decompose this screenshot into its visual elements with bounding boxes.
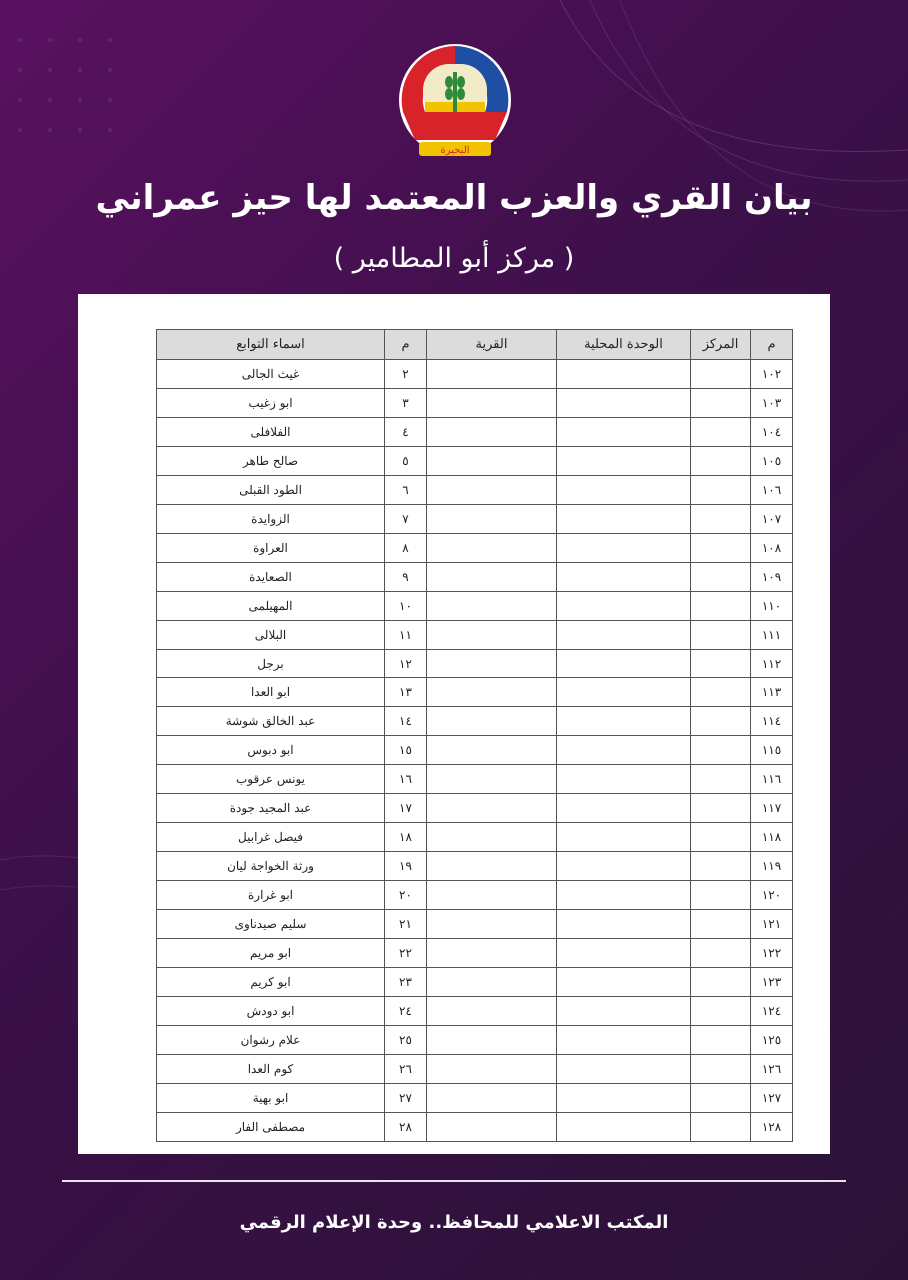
dependent-name-cell: عبد الخالق شوشة: [157, 707, 385, 736]
village-cell: [427, 707, 557, 736]
markaz-cell: [691, 1112, 751, 1141]
local-unit-cell: [557, 620, 691, 649]
table-row: [157, 446, 793, 475]
sub-serial-cell: ١٧: [385, 794, 427, 823]
markaz-cell: [691, 417, 751, 446]
local-unit-cell: [557, 649, 691, 678]
markaz-cell: [691, 910, 751, 939]
sub-serial-cell: ٢٧: [385, 1083, 427, 1112]
serial-cell: ١٢٤: [751, 996, 793, 1025]
table-row: [157, 996, 793, 1025]
markaz-cell: [691, 649, 751, 678]
serial-cell: ١٢٣: [751, 968, 793, 997]
village-cell: [427, 968, 557, 997]
markaz-cell: [691, 939, 751, 968]
sub-serial-cell: ٢٣: [385, 968, 427, 997]
dependent-name-cell: المهيلمى: [157, 591, 385, 620]
serial-cell: ١١١: [751, 620, 793, 649]
table-row: [157, 765, 793, 794]
sub-serial-cell: ٢٢: [385, 939, 427, 968]
serial-cell: ١٠٢: [751, 360, 793, 389]
local-unit-cell: [557, 360, 691, 389]
dependent-name-cell: فيصل غرابيل: [157, 823, 385, 852]
local-unit-cell: [557, 823, 691, 852]
markaz-cell: [691, 823, 751, 852]
logo-caption: البحيرة: [440, 145, 470, 156]
table-row: [157, 910, 793, 939]
sub-serial-cell: ١٩: [385, 852, 427, 881]
village-cell: [427, 794, 557, 823]
village-cell: [427, 417, 557, 446]
markaz-cell: [691, 736, 751, 765]
local-unit-cell: [557, 475, 691, 504]
table-row: [157, 678, 793, 707]
dependent-name-cell: علام رشوان: [157, 1025, 385, 1054]
local-unit-cell: [557, 562, 691, 591]
village-cell: [427, 475, 557, 504]
table-row: [157, 823, 793, 852]
dependent-name-cell: الزوايدة: [157, 504, 385, 533]
village-cell: [427, 620, 557, 649]
serial-cell: ١٠٤: [751, 417, 793, 446]
local-unit-cell: [557, 852, 691, 881]
sub-serial-cell: ٢٥: [385, 1025, 427, 1054]
table-row: [157, 562, 793, 591]
local-unit-cell: [557, 504, 691, 533]
village-cell: [427, 562, 557, 591]
serial-cell: ١٠٧: [751, 504, 793, 533]
table-row: [157, 388, 793, 417]
page-title: بيان القري والعزب المعتمد لها حيز عمراني: [95, 178, 813, 218]
sub-serial-cell: ١٦: [385, 765, 427, 794]
sub-serial-cell: ١٤: [385, 707, 427, 736]
local-unit-cell: [557, 910, 691, 939]
serial-cell: ١٢١: [751, 910, 793, 939]
local-unit-cell: [557, 707, 691, 736]
village-cell: [427, 360, 557, 389]
table-row: [157, 881, 793, 910]
table-row: [157, 736, 793, 765]
dependent-name-cell: ابو العدا: [157, 678, 385, 707]
local-unit-cell: [557, 736, 691, 765]
markaz-cell: [691, 794, 751, 823]
markaz-cell: [691, 852, 751, 881]
village-cell: [427, 678, 557, 707]
serial-cell: ١١٩: [751, 852, 793, 881]
village-cell: [427, 1054, 557, 1083]
local-unit-cell: [557, 533, 691, 562]
table-row: [157, 707, 793, 736]
village-cell: [427, 1112, 557, 1141]
table-row: [157, 649, 793, 678]
dependent-name-cell: يونس عرقوب: [157, 765, 385, 794]
serial-cell: ١١٧: [751, 794, 793, 823]
sub-serial-cell: ١٨: [385, 823, 427, 852]
local-unit-cell: [557, 996, 691, 1025]
header-local-unit: الوحدة المحلية: [557, 330, 691, 360]
village-cell: [427, 1083, 557, 1112]
table-row: [157, 417, 793, 446]
serial-cell: ١١٣: [751, 678, 793, 707]
dependent-name-cell: ابو غرارة: [157, 881, 385, 910]
table-row: [157, 504, 793, 533]
markaz-cell: [691, 1054, 751, 1083]
dependent-name-cell: ابو كريم: [157, 968, 385, 997]
serial-cell: ١١٢: [751, 649, 793, 678]
serial-cell: ١١٦: [751, 765, 793, 794]
serial-cell: ١٠٨: [751, 533, 793, 562]
table-row: [157, 591, 793, 620]
dependent-name-cell: غيث الجالى: [157, 360, 385, 389]
markaz-cell: [691, 765, 751, 794]
local-unit-cell: [557, 765, 691, 794]
sub-serial-cell: ٧: [385, 504, 427, 533]
footer-credit: المكتب الاعلامي للمحافظ.. وحدة الإعلام الرقمي: [239, 1212, 669, 1233]
sub-serial-cell: ١٥: [385, 736, 427, 765]
village-cell: [427, 504, 557, 533]
serial-cell: ١٠٥: [751, 446, 793, 475]
table-row: [157, 852, 793, 881]
markaz-cell: [691, 388, 751, 417]
table-row: [157, 360, 793, 389]
dependent-name-cell: البلالى: [157, 620, 385, 649]
dependent-name-cell: ابو بهية: [157, 1083, 385, 1112]
local-unit-cell: [557, 1025, 691, 1054]
markaz-cell: [691, 678, 751, 707]
table-header-row: [157, 330, 793, 360]
village-cell: [427, 765, 557, 794]
sub-serial-cell: ٢٨: [385, 1112, 427, 1141]
village-cell: [427, 591, 557, 620]
sub-serial-cell: ٢٦: [385, 1054, 427, 1083]
table-row: [157, 939, 793, 968]
dependent-name-cell: صالح طاهر: [157, 446, 385, 475]
serial-cell: ١٢٧: [751, 1083, 793, 1112]
local-unit-cell: [557, 968, 691, 997]
markaz-cell: [691, 504, 751, 533]
village-cell: [427, 649, 557, 678]
serial-cell: ١١٨: [751, 823, 793, 852]
sub-serial-cell: ٥: [385, 446, 427, 475]
footer-divider: [62, 1180, 846, 1182]
markaz-cell: [691, 1083, 751, 1112]
sub-serial-cell: ٢: [385, 360, 427, 389]
dependent-name-cell: برجل: [157, 649, 385, 678]
village-cell: [427, 1025, 557, 1054]
serial-cell: ١٠٣: [751, 388, 793, 417]
serial-cell: ١١٥: [751, 736, 793, 765]
sub-serial-cell: ٨: [385, 533, 427, 562]
dependent-name-cell: ابو زغيب: [157, 388, 385, 417]
local-unit-cell: [557, 591, 691, 620]
sub-serial-cell: ٢١: [385, 910, 427, 939]
dependent-name-cell: ورثة الخواجة ليان: [157, 852, 385, 881]
serial-cell: ١١٠: [751, 591, 793, 620]
page-subtitle: ( مركز أبو المطامير ): [333, 243, 575, 274]
dependent-name-cell: كوم العدا: [157, 1054, 385, 1083]
village-cell: [427, 446, 557, 475]
dependent-name-cell: ابو مريم: [157, 939, 385, 968]
dependent-name-cell: الطود القبلى: [157, 475, 385, 504]
sub-serial-cell: ١١: [385, 620, 427, 649]
table-row: [157, 1025, 793, 1054]
markaz-cell: [691, 996, 751, 1025]
serial-cell: ١٠٩: [751, 562, 793, 591]
table-row: [157, 533, 793, 562]
table-row: [157, 1083, 793, 1112]
table-row: [157, 475, 793, 504]
local-unit-cell: [557, 678, 691, 707]
sub-serial-cell: ٦: [385, 475, 427, 504]
markaz-cell: [691, 881, 751, 910]
village-cell: [427, 910, 557, 939]
village-cell: [427, 939, 557, 968]
serial-cell: ١٢٢: [751, 939, 793, 968]
markaz-cell: [691, 446, 751, 475]
sub-serial-cell: ١٣: [385, 678, 427, 707]
sub-serial-cell: ٢٤: [385, 996, 427, 1025]
village-cell: [427, 533, 557, 562]
village-cell: [427, 852, 557, 881]
document-sheet: [78, 294, 830, 1154]
dependent-name-cell: العراوة: [157, 533, 385, 562]
markaz-cell: [691, 475, 751, 504]
markaz-cell: [691, 360, 751, 389]
sub-serial-cell: ١٢: [385, 649, 427, 678]
dependent-name-cell: الفلافلى: [157, 417, 385, 446]
dependent-name-cell: عبد المجيد جودة: [157, 794, 385, 823]
table-row: [157, 794, 793, 823]
serial-cell: ١١٤: [751, 707, 793, 736]
village-cell: [427, 881, 557, 910]
table-row: [157, 620, 793, 649]
markaz-cell: [691, 1025, 751, 1054]
header-serial: م: [751, 330, 793, 360]
dependent-name-cell: سليم صيدناوى: [157, 910, 385, 939]
markaz-cell: [691, 707, 751, 736]
dependent-name-cell: مصطفى الفار: [157, 1112, 385, 1141]
local-unit-cell: [557, 1112, 691, 1141]
markaz-cell: [691, 620, 751, 649]
serial-cell: ١٢٠: [751, 881, 793, 910]
dependent-name-cell: الصعايدة: [157, 562, 385, 591]
village-cell: [427, 736, 557, 765]
markaz-cell: [691, 968, 751, 997]
governorate-logo: [395, 42, 515, 162]
local-unit-cell: [557, 417, 691, 446]
sub-serial-cell: ٤: [385, 417, 427, 446]
serial-cell: ١٢٨: [751, 1112, 793, 1141]
table-row: [157, 1054, 793, 1083]
local-unit-cell: [557, 1054, 691, 1083]
serial-cell: ١٠٦: [751, 475, 793, 504]
village-cell: [427, 388, 557, 417]
villages-table: [156, 329, 793, 1142]
serial-cell: ١٢٥: [751, 1025, 793, 1054]
sub-serial-cell: ٩: [385, 562, 427, 591]
markaz-cell: [691, 533, 751, 562]
local-unit-cell: [557, 794, 691, 823]
local-unit-cell: [557, 446, 691, 475]
markaz-cell: [691, 562, 751, 591]
local-unit-cell: [557, 881, 691, 910]
table-row: [157, 968, 793, 997]
header-dependents: اسماء التوابع: [157, 330, 385, 360]
sub-serial-cell: ١٠: [385, 591, 427, 620]
local-unit-cell: [557, 939, 691, 968]
markaz-cell: [691, 591, 751, 620]
header-markaz: المركز: [691, 330, 751, 360]
dependent-name-cell: ابو دبوس: [157, 736, 385, 765]
table-row: [157, 1112, 793, 1141]
village-cell: [427, 996, 557, 1025]
header-village: القرية: [427, 330, 557, 360]
dependent-name-cell: ابو دودش: [157, 996, 385, 1025]
sub-serial-cell: ٢٠: [385, 881, 427, 910]
village-cell: [427, 823, 557, 852]
local-unit-cell: [557, 388, 691, 417]
serial-cell: ١٢٦: [751, 1054, 793, 1083]
sub-serial-cell: ٣: [385, 388, 427, 417]
local-unit-cell: [557, 1083, 691, 1112]
header-sub-serial: م: [385, 330, 427, 360]
